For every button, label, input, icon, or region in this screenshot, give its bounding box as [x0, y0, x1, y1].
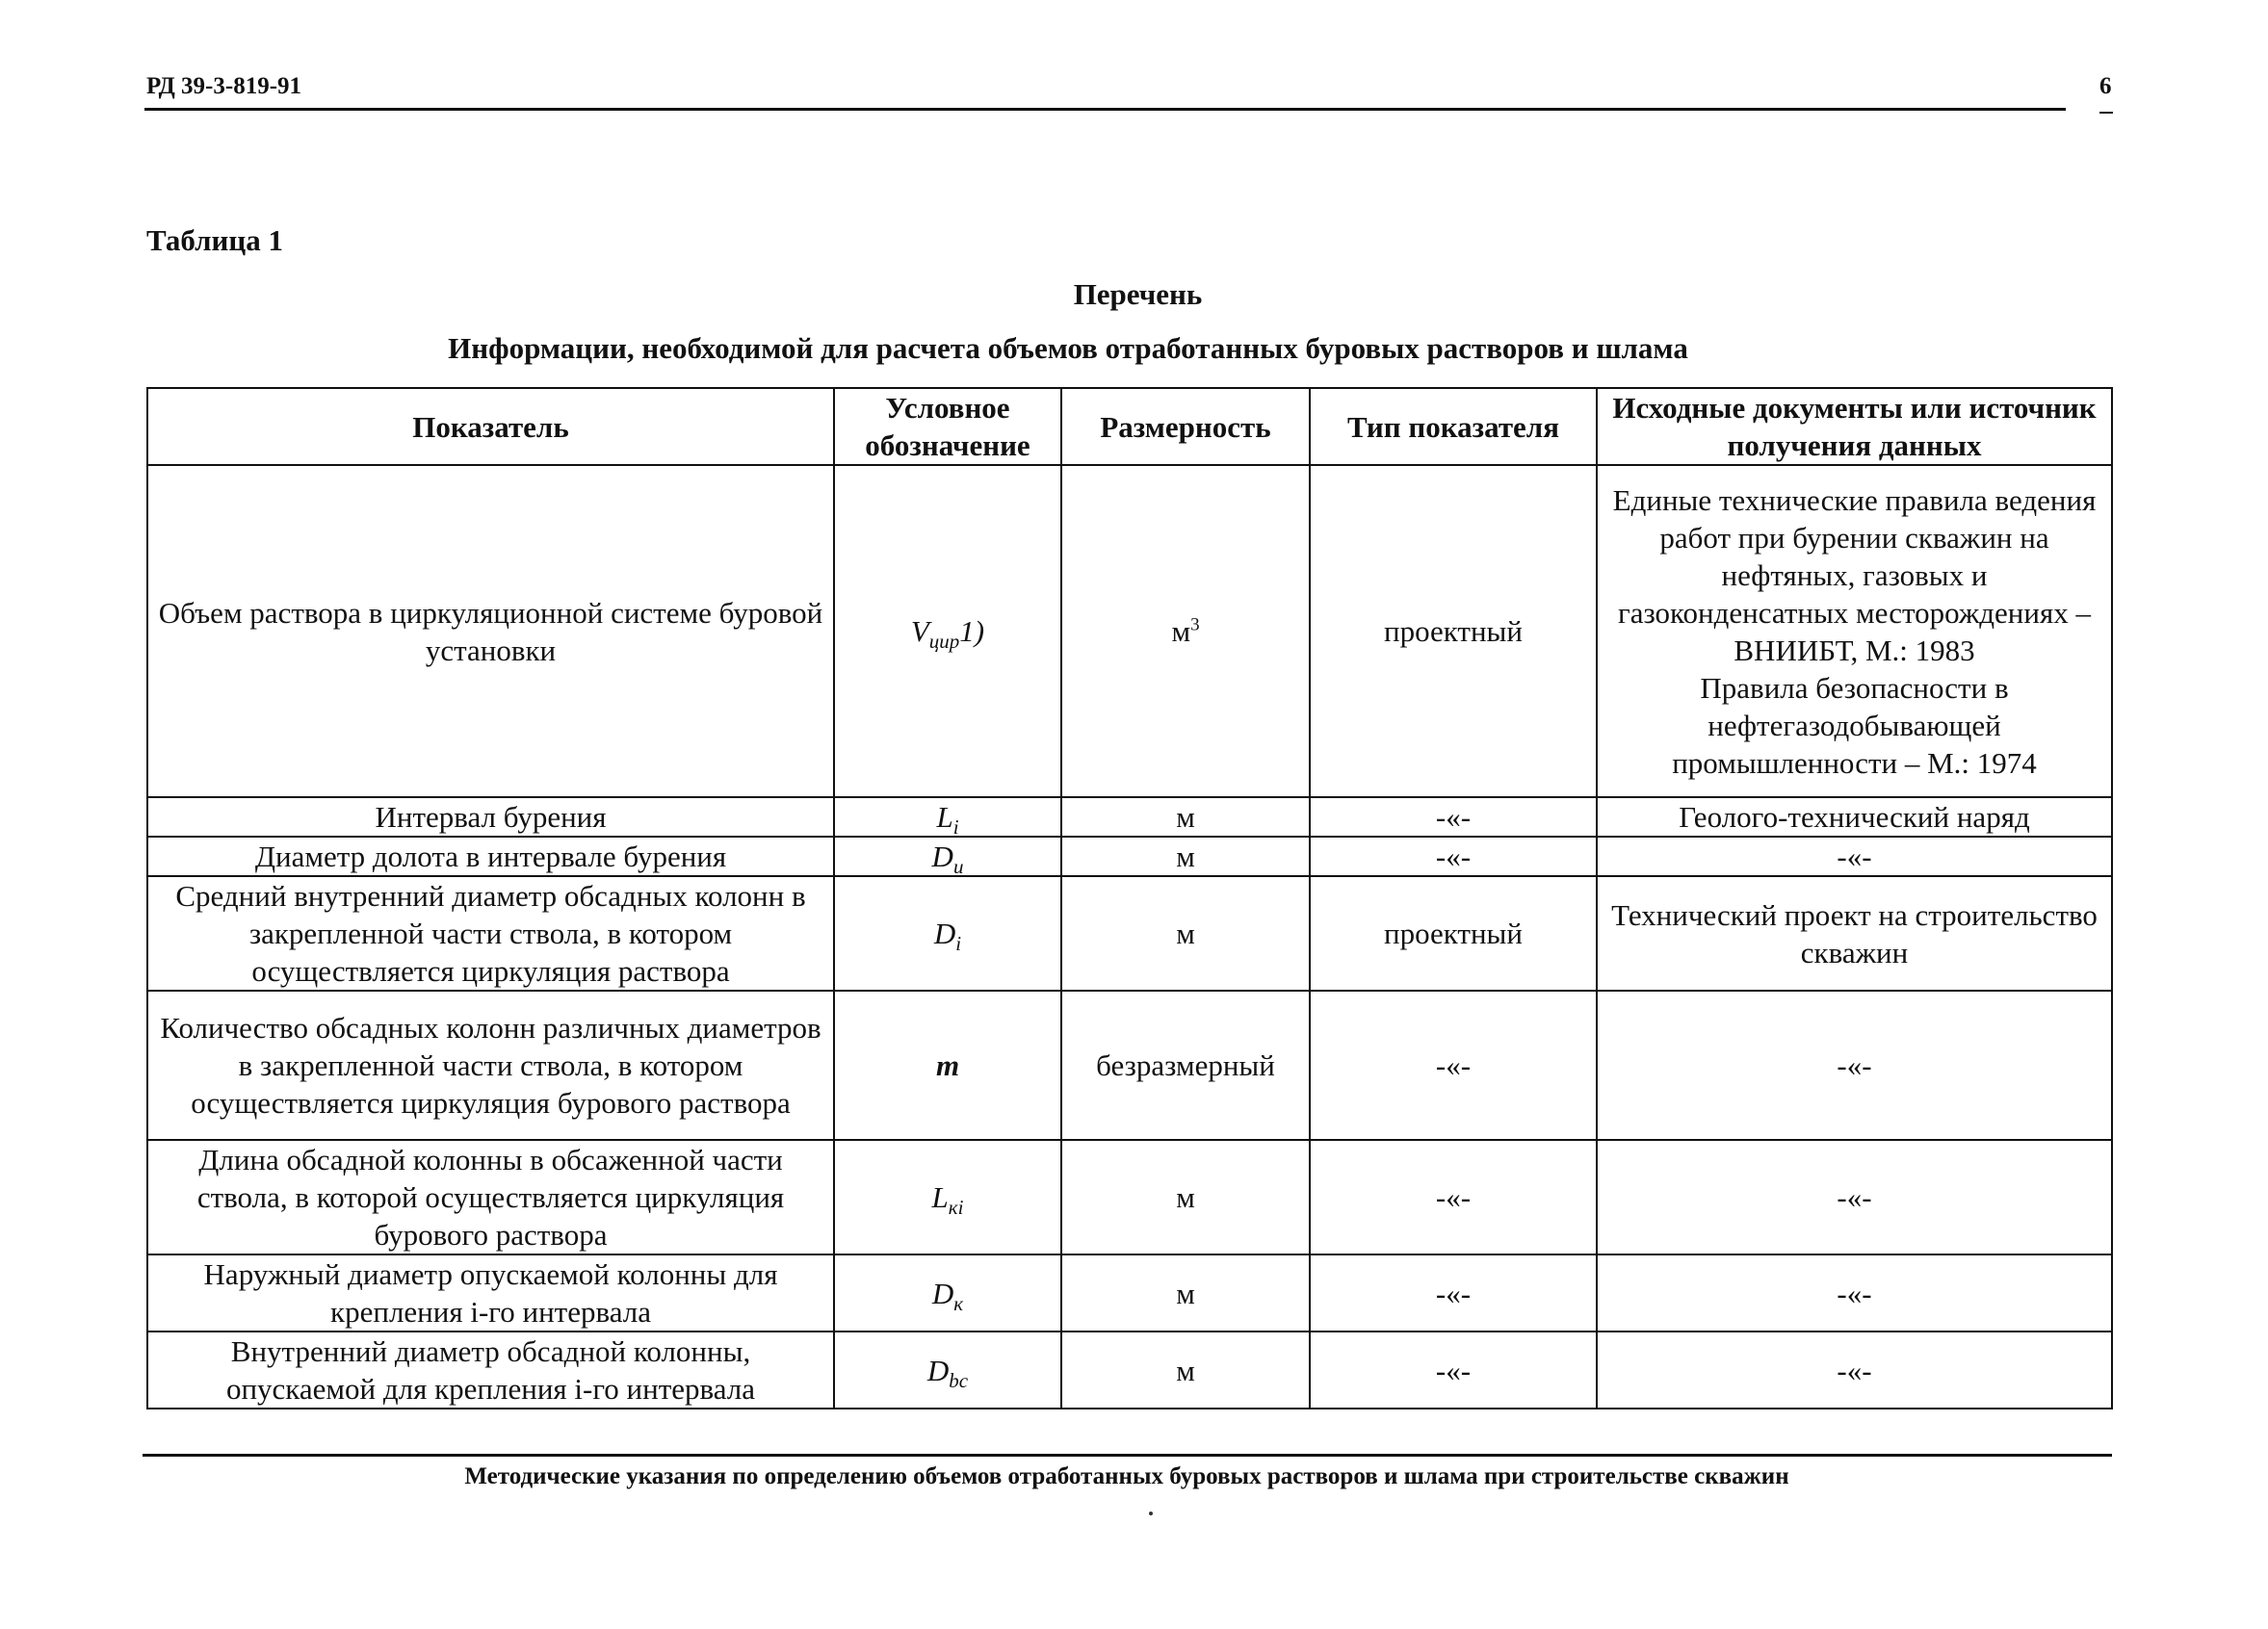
cell-symbol	[834, 1254, 1061, 1332]
cell-source: Технический проект на строительство скважин	[1597, 876, 2112, 991]
cell-indicator: Интервал бурения	[147, 797, 834, 837]
cell-source: -«-	[1597, 837, 2112, 876]
unit-text: м	[1176, 1180, 1195, 1214]
symbol-subscript: цир	[928, 630, 960, 654]
cell-source: Геолого-технический наряд	[1597, 797, 2112, 837]
cell-source: -«-	[1597, 1140, 2112, 1254]
unit-text: м	[1176, 840, 1195, 873]
cell-indicator: Диаметр долота в интервале бурения	[147, 837, 834, 876]
cell-type: -«-	[1310, 991, 1597, 1140]
cell-indicator: Средний внутренний диаметр обсадных колонн в закрепленной части ствола, в котором осуществляется циркуляция раствора	[147, 876, 834, 991]
symbol-letter: L	[936, 800, 953, 834]
unit-superscript: 3	[1190, 614, 1200, 635]
table-label: Таблица 1	[146, 223, 283, 257]
table-row	[147, 797, 2112, 837]
cell-type: -«-	[1310, 797, 1597, 837]
symbol-letter: L	[931, 1180, 949, 1214]
cell-source: -«-	[1597, 1332, 2112, 1409]
symbol-subscript: u	[952, 855, 964, 879]
table-row	[147, 465, 2112, 797]
cell-indicator: Количество обсадных колонн различных диаметров в закрепленной части ствола, в котором осуществляется циркуляция бурового раствора	[147, 991, 834, 1140]
unit-text: м	[1176, 1276, 1195, 1310]
table-subtitle: Информации, необходимой для расчета объемов отработанных буровых растворов и шлама	[448, 331, 1688, 365]
unit-text: м	[1171, 614, 1191, 648]
symbol-subscript: bc	[949, 1368, 969, 1392]
header-type: Тип показателя	[1310, 388, 1597, 465]
header-source: Исходные документы или источник получения данных	[1597, 388, 2112, 465]
cell-symbol	[834, 876, 1061, 991]
unit-text: м	[1176, 1353, 1195, 1387]
symbol-letter: D	[926, 1353, 950, 1387]
header-indicator: Показатель	[147, 388, 834, 465]
cell-indicator: Объем раствора в циркуляционной системе буровой установки	[147, 465, 834, 797]
cell-symbol	[834, 1140, 1061, 1254]
cell-type: проектный	[1310, 876, 1597, 991]
header-divider	[144, 108, 2066, 111]
symbol-subscript: i	[952, 815, 959, 840]
symbol-letter: D	[931, 1276, 954, 1310]
cell-unit	[1061, 1140, 1310, 1254]
symbol-letter: V	[910, 614, 929, 648]
unit-text: безразмерный	[1096, 1048, 1275, 1082]
symbol-letter: D	[933, 917, 956, 950]
header-symbol: Условное обозначение	[834, 388, 1061, 465]
table-row	[147, 1332, 2112, 1409]
cell-source: Единые технические правила ведения работ при бурении скважин на нефтяных, газовых и газоконденсатных месторождениях – ВНИИБТ, М.: 1983 Правила безопасности в нефтегазодобывающей промышленности – М.: 1974	[1597, 465, 2112, 797]
cell-symbol	[834, 1332, 1061, 1409]
page-number-underline	[2099, 112, 2113, 114]
cell-source: -«-	[1597, 991, 2112, 1140]
cell-unit	[1061, 1254, 1310, 1332]
page-number: 6	[2099, 73, 2112, 99]
page-mark	[1149, 1512, 1153, 1515]
cell-type: -«-	[1310, 837, 1597, 876]
cell-type: проектный	[1310, 465, 1597, 797]
data-table	[146, 387, 2113, 1409]
symbol-suffix: 1)	[959, 614, 985, 648]
header-unit: Размерность	[1061, 388, 1310, 465]
symbol-subscript: к	[953, 1291, 964, 1315]
unit-text: м	[1176, 917, 1195, 950]
footer-divider	[143, 1454, 2112, 1457]
cell-type: -«-	[1310, 1254, 1597, 1332]
symbol-subscript: i	[955, 932, 962, 956]
symbol-subscript: кi	[948, 1196, 964, 1220]
cell-unit	[1061, 991, 1310, 1140]
table-row	[147, 876, 2112, 991]
table-header-row	[147, 388, 2112, 465]
document-code: РД 39-3-819-91	[146, 73, 302, 99]
cell-unit	[1061, 1332, 1310, 1409]
cell-unit	[1061, 797, 1310, 837]
cell-unit	[1061, 465, 1310, 797]
symbol-letter: D	[931, 840, 953, 873]
cell-indicator: Наружный диаметр опускаемой колонны для крепления i-го интервала	[147, 1254, 834, 1332]
cell-symbol	[834, 837, 1061, 879]
footer-text: Методические указания по определению объемов отработанных буровых растворов и шлама при строительстве скважин	[464, 1463, 1789, 1489]
cell-type: -«-	[1310, 1332, 1597, 1409]
cell-type: -«-	[1310, 1140, 1597, 1254]
cell-symbol	[834, 797, 1061, 840]
table-title: Перечень	[1073, 277, 1203, 311]
cell-indicator: Длина обсадной колонны в обсаженной части ствола, в которой осуществляется циркуляция бурового раствора	[147, 1140, 834, 1254]
unit-text: м	[1176, 800, 1195, 834]
cell-indicator: Внутренний диаметр обсадной колонны, опускаемой для крепления i-го интервала	[147, 1332, 834, 1409]
table-row	[147, 837, 2112, 876]
cell-source: -«-	[1597, 1254, 2112, 1332]
cell-symbol	[834, 991, 1061, 1140]
cell-symbol	[834, 465, 1061, 797]
table-row	[147, 1140, 2112, 1254]
table-body	[147, 465, 2112, 1409]
table-row	[147, 991, 2112, 1140]
table-row	[147, 1254, 2112, 1332]
symbol-letter: m	[935, 1048, 960, 1082]
cell-unit	[1061, 876, 1310, 991]
cell-unit	[1061, 837, 1310, 876]
